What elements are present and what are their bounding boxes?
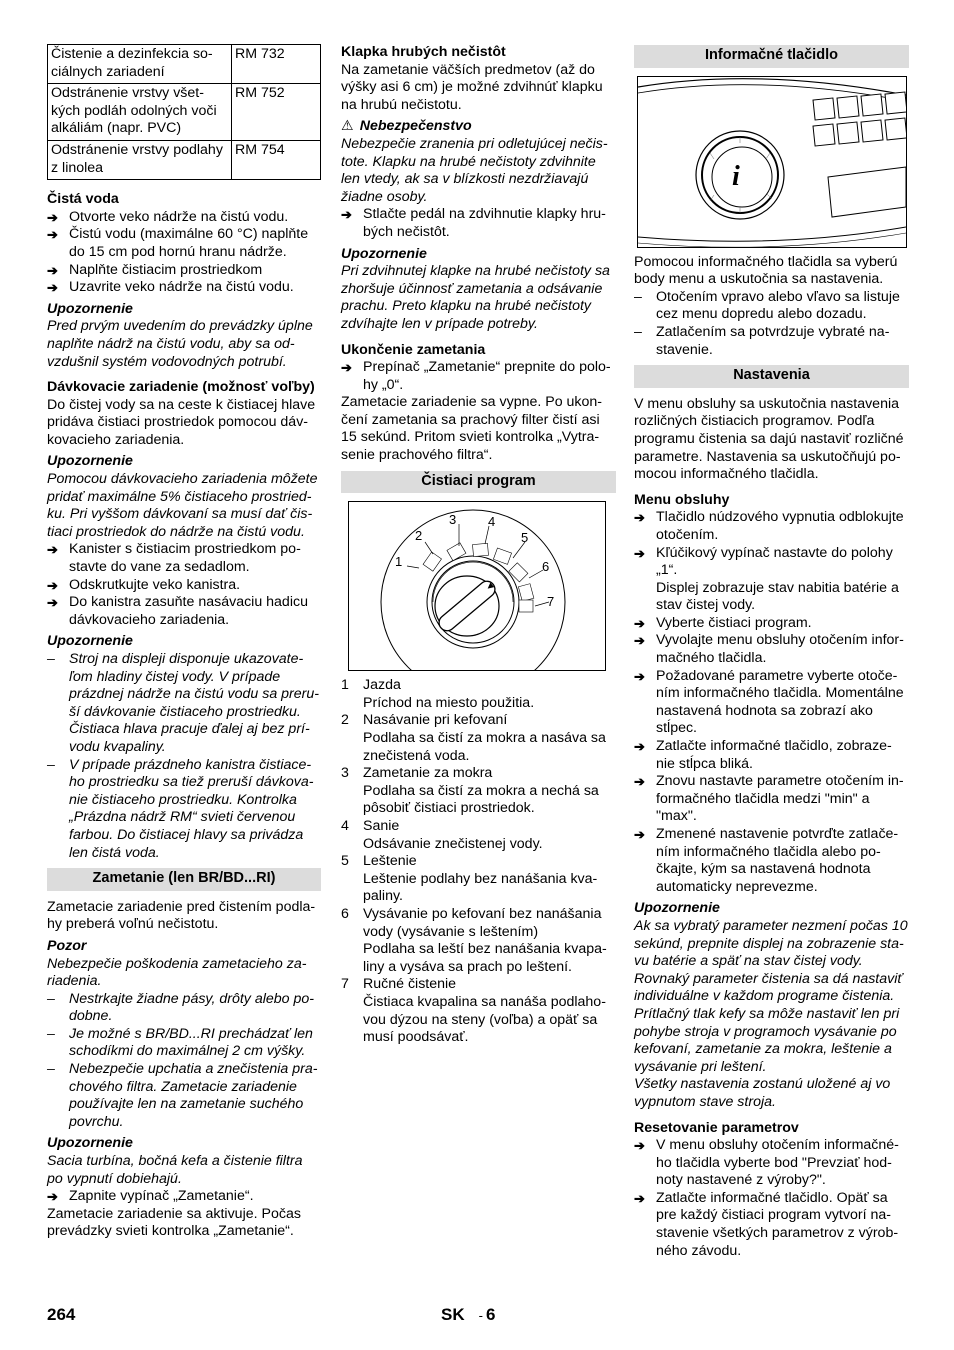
note-label: Upozornenie bbox=[47, 300, 133, 317]
table-cell-code: RM 752 bbox=[232, 84, 321, 141]
danger-label: ⚠ Nebezpečenstvo bbox=[341, 118, 472, 135]
step-item: ➔ Odskrutkujte veko kanistra. bbox=[47, 577, 321, 595]
step-item: ➔ Zmenené nastavenie potvrďte zatlače- ním informačného tlačidla alebo po- čkajte, kým sa nastavená hodnota automaticky neprevezme. bbox=[634, 826, 909, 896]
section-bar-program: Čistiaci program bbox=[341, 471, 616, 494]
note-text: Sacia turbína, bočná kefa a čistenie filtra po vypnutí dobiehajú. bbox=[47, 1153, 303, 1187]
step-item: ➔ Kľúčikový vypínač nastavte do polohy „1“. bbox=[634, 545, 909, 580]
flap-heading: Klapka hrubých nečistôt bbox=[341, 44, 506, 60]
program-item: 3 Zametanie za mokra bbox=[341, 765, 493, 782]
table-cell-code: RM 754 bbox=[232, 140, 321, 179]
note-label: Upozornenie bbox=[47, 453, 133, 470]
step-item: ➔ Kanister s čistiacim prostriedkom po- stavte do vane za sedadlom. bbox=[47, 541, 321, 576]
table-row bbox=[48, 84, 321, 141]
dial-label: 6 bbox=[542, 559, 550, 575]
step-item: ➔ Zapnite vypínač „Zametanie“. bbox=[47, 1188, 321, 1206]
column-2 bbox=[341, 44, 616, 1047]
step-item: ➔ Zatlačte informačné tlačidlo, zobraze- nie stĺpca bliká. bbox=[634, 738, 909, 773]
program-desc: Čistiaca kvapalina sa nanáša podlaho- vou dýzou na steny (voľba) a opäť sa musí poodsávať. bbox=[363, 993, 606, 1046]
end-heading: Ukončenie zametania bbox=[341, 341, 486, 358]
note-label: Upozornenie bbox=[47, 1135, 133, 1152]
info-button-figure bbox=[637, 76, 907, 248]
step-extra: Displej zobrazuje stav nabitia batérie a stav čistej vody. bbox=[656, 579, 899, 614]
step-item: ➔ Čistú vodu (maximálne 60 °C) naplňte do 15 cm pod hornú hranu nádrže. bbox=[47, 226, 321, 261]
dial-label: 4 bbox=[488, 514, 496, 530]
program-dial-figure bbox=[348, 501, 606, 671]
end-text: Zametacie zariadenie sa vypne. Po ukon- čení zametania sa prachový filter čistí asi 15 sekúnd. Pritom svieti kontrolka „Vytra- senie prachového filtra“. bbox=[341, 394, 603, 464]
note-label: Upozornenie bbox=[341, 245, 427, 262]
dash-item: – Nestrkajte žiadne pásy, drôty alebo po- dobne. bbox=[47, 991, 321, 1026]
reset-heading: Resetovanie parametrov bbox=[634, 1119, 799, 1136]
note-text: Pomocou dávkovacieho zariadenia môžete pridať maximálne 5% čistiaceho prostried- ku. Pri vyššom dávkovaní sa musí dať čis- tiaci prostriedok do nádrže na čistú vodu. bbox=[47, 471, 318, 540]
dash-item: – Otočením vpravo alebo vľavo sa listuje cez menu dopredu alebo dozadu. bbox=[634, 289, 909, 324]
program-item: 4 Sanie bbox=[341, 818, 400, 834]
step-item: ➔ V menu obsluhy otočením informačné- ho tlačidla vyberte bod "Prevziať hod- noty nastavené z výroby?". bbox=[634, 1137, 909, 1190]
dial-label: 5 bbox=[521, 530, 529, 546]
step-item: ➔ Zatlačte informačné tlačidlo. Opäť sa pre každý čistiaci program vytvorí na- stavenie všetkých parametrov z výrob- ného závodu. bbox=[634, 1190, 909, 1260]
section-bar-sweeping: Zametanie (len BR/BD...RI) bbox=[47, 868, 321, 891]
detergent-table bbox=[47, 44, 321, 180]
step-item: ➔ Tlačidlo núdzového vypnutia odblokujte otočením. bbox=[634, 509, 909, 544]
program-desc: Podlaha sa čistí za mokra a nasáva sa znečistená voda. bbox=[363, 730, 606, 764]
program-desc: Leštenie podlahy bez nanášania kva- paliny. bbox=[363, 870, 598, 905]
dash-item: – Nebezpečie upchatia a znečistenia pra- chového filtra. Zametacie zariadenie používajte len na zametanie suchého povrchu. bbox=[47, 1061, 321, 1131]
column-1 bbox=[47, 44, 321, 1241]
program-item: 2 Nasávanie pri kefovaní bbox=[341, 712, 508, 729]
warning-icon: ⚠ bbox=[341, 118, 354, 135]
step-item: ➔ Znovu nastavte parametre otočením in- formačného tlačidla medzi "min" a "max". bbox=[634, 773, 909, 826]
table-row bbox=[48, 140, 321, 179]
table-row bbox=[48, 45, 321, 84]
note-text: Pri zdvihnutej klapke na hrubé nečistoty sa zhoršuje účinnosť zametania a odsávanie prachu. Preto klapku na hrubé nečistoty zdvíhajte len v prípade potreby. bbox=[341, 263, 610, 332]
dosing-heading: Dávkovacie zariadenie (možnosť voľby) bbox=[47, 379, 315, 396]
danger-text: Nebezpečie zranenia pri odletujúcej nečis- tote. Klapku na hrubé nečistoty zdvihnite len vtedy, ak sa v blízkosti nezdržiavajú žiadne osoby. bbox=[341, 135, 608, 205]
dash-item: – Zatlačením sa potvrdzuje vybraté na- stavenie. bbox=[634, 324, 909, 359]
dial-label: 7 bbox=[547, 594, 555, 610]
caution-label: Pozor bbox=[47, 937, 87, 954]
program-item: 1 Jazda bbox=[341, 677, 401, 694]
dash-item: – Stroj na displeji disponuje ukazovate- ľom hladiny čistej vody. V prípade prázdnej nádrže na čistú vodu sa preru- ší dávkovanie čistiaceho prostriedku. Čistiaca hlava pracuje ďalej aj bez prí- vodu kvapaliny. bbox=[47, 651, 321, 757]
page-number: 264 bbox=[47, 1305, 76, 1324]
caution-text: Nebezpečie poškodenia zametacieho za- riadenia. bbox=[47, 955, 307, 990]
dosing-text: Do čistej vody sa na ceste k čistiacej hlave pridáva čistiaci prostriedok pomocou dáv- kovacieho zariadenia. bbox=[47, 396, 316, 448]
flap-text: Na zametanie väčších predmetov (až do výšky asi 6 cm) je možné zdvihnúť klapku na hrubú nečistotu. bbox=[341, 61, 603, 113]
table-cell-text: Odstránenie vrstvy podlahy z linolea bbox=[48, 140, 232, 179]
program-list bbox=[341, 677, 616, 1046]
note-label: Upozornenie bbox=[47, 633, 133, 650]
menu-heading: Menu obsluhy bbox=[634, 491, 730, 508]
step-item: ➔ Stlačte pedál na zdvihnutie klapky hru- bých nečistôt. bbox=[341, 206, 616, 241]
program-desc: Podlaha sa leští bez nanášania kvapa- liny a vysáva sa prach po leštení. bbox=[363, 941, 607, 975]
info-button-svg bbox=[638, 77, 906, 247]
program-item: 6 Vysávanie po kefovaní bez nanášania vody (vysávanie s leštením) bbox=[341, 905, 602, 940]
column-3 bbox=[634, 44, 909, 1260]
program-desc: Príchod na miesto použitia. bbox=[363, 694, 535, 711]
table-cell-code: RM 732 bbox=[232, 45, 321, 84]
step-item: ➔ Otvorte veko nádrže na čistú vodu. bbox=[47, 209, 321, 227]
info-icon: i bbox=[732, 160, 740, 192]
step-item: ➔ Prepínač „Zametanie“ prepnite do polo- hy „0“. bbox=[341, 359, 616, 394]
table-cell-text: Odstránenie vrstvy všet- kých podláh odolných voči alkáliám (napr. PVC) bbox=[48, 84, 232, 141]
step-item: ➔ Uzavrite veko nádrže na čistú vodu. bbox=[47, 279, 321, 297]
note-label: Upozornenie bbox=[634, 900, 720, 917]
step-item: ➔ Požadované parametre vyberte otoče- ním informačného tlačidla. Momentálne nastavená hodnota sa zobrazí ako stĺpec. bbox=[634, 668, 909, 738]
sweep-final: Zametacie zariadenie sa aktivuje. Počas prevádzky svieti kontrolka „Zametanie“. bbox=[47, 1205, 301, 1240]
note-text: Ak sa vybratý parameter nezmení počas 10 sekúnd, prepnite displej na zobrazenie sta- vu batérie a späť na stav čistej vody. Rovnaký parameter čistenia sa dá nastaviť individuálne v každom programe čistenia. Prítlačný tlak kefy sa môže nastaviť len pri pohybe stroja v programoch vysávanie po kefovaní, zametanie za mokra, leštenie a vysávanie pri leštení. Všetky nastavenia zostanú uložené aj vo vypnutom stave stroja. bbox=[634, 917, 908, 1110]
section-bar-settings: Nastavenia bbox=[634, 365, 909, 388]
settings-text: V menu obsluhy sa uskutočnia nastavenia rozličných čistiacich programov. Podľa programu čistenia sa dajú nastaviť rozličné parametre. Nastavenia sa uskutočňujú po- mocou informačného tlačidla. bbox=[634, 395, 904, 483]
program-item: 7 Ručné čistenie bbox=[341, 976, 457, 993]
dial-label: 3 bbox=[449, 512, 457, 528]
clean-water-heading: Čistá voda bbox=[47, 191, 119, 208]
note-text: Pred prvým uvedením do prevádzky úplne naplňte nádrž na čistú vodu, aby sa od- vzdušnil systém vodovodných potrubí. bbox=[47, 318, 313, 370]
program-dial-svg bbox=[349, 502, 605, 670]
step-item: ➔ Vyberte čistiaci program. bbox=[634, 615, 909, 633]
dial-label: 1 bbox=[395, 554, 403, 570]
step-item: ➔ Vyvolajte menu obsluhy otočením infor- mačného tlačidla. bbox=[634, 632, 909, 667]
step-item: ➔ Naplňte čistiacim prostriedkom bbox=[47, 262, 321, 280]
dash-item: – V prípade prázdneho kanistra čistiace- ho prostriedku sa tiež preruší dávkova- nie čistiaceho prostriedku. Kontrolka „Prázdna nádrž RM“ svieti červenou farbou. Do čistiacej hlavy sa privádza len čistá voda. bbox=[47, 757, 321, 863]
dash-item: – Je možné s BR/BD...RI prechádzať len schodíkmi do maximálnej 2 cm výšky. bbox=[47, 1026, 321, 1061]
step-item: ➔ Do kanistra zasuňte nasávaciu hadicu dávkovacieho zariadenia. bbox=[47, 594, 321, 629]
footer-lang: SK - 6 bbox=[441, 1305, 496, 1324]
info-text: Pomocou informačného tlačidla sa vyberú body menu a uskutočnia sa nastavenia. bbox=[634, 253, 898, 288]
program-desc: Podlaha sa čistí za mokra a nechá sa pôsobiť čistiaci prostriedok. bbox=[363, 782, 599, 817]
program-item: 5 Leštenie bbox=[341, 853, 417, 870]
tc1b: ciálnych zariadení bbox=[51, 63, 165, 80]
section-bar-info: Informačné tlačidlo bbox=[634, 45, 909, 68]
table-cell-text: Čistenie a dezinfekcia so- ciálnych zariadení bbox=[48, 45, 232, 84]
dial-label: 2 bbox=[415, 528, 423, 544]
program-desc: Odsávanie znečistenej vody. bbox=[363, 835, 543, 852]
sweep-text: Zametacie zariadenie pred čistením podla- hy preberá voľnú nečistotu. bbox=[47, 898, 316, 933]
